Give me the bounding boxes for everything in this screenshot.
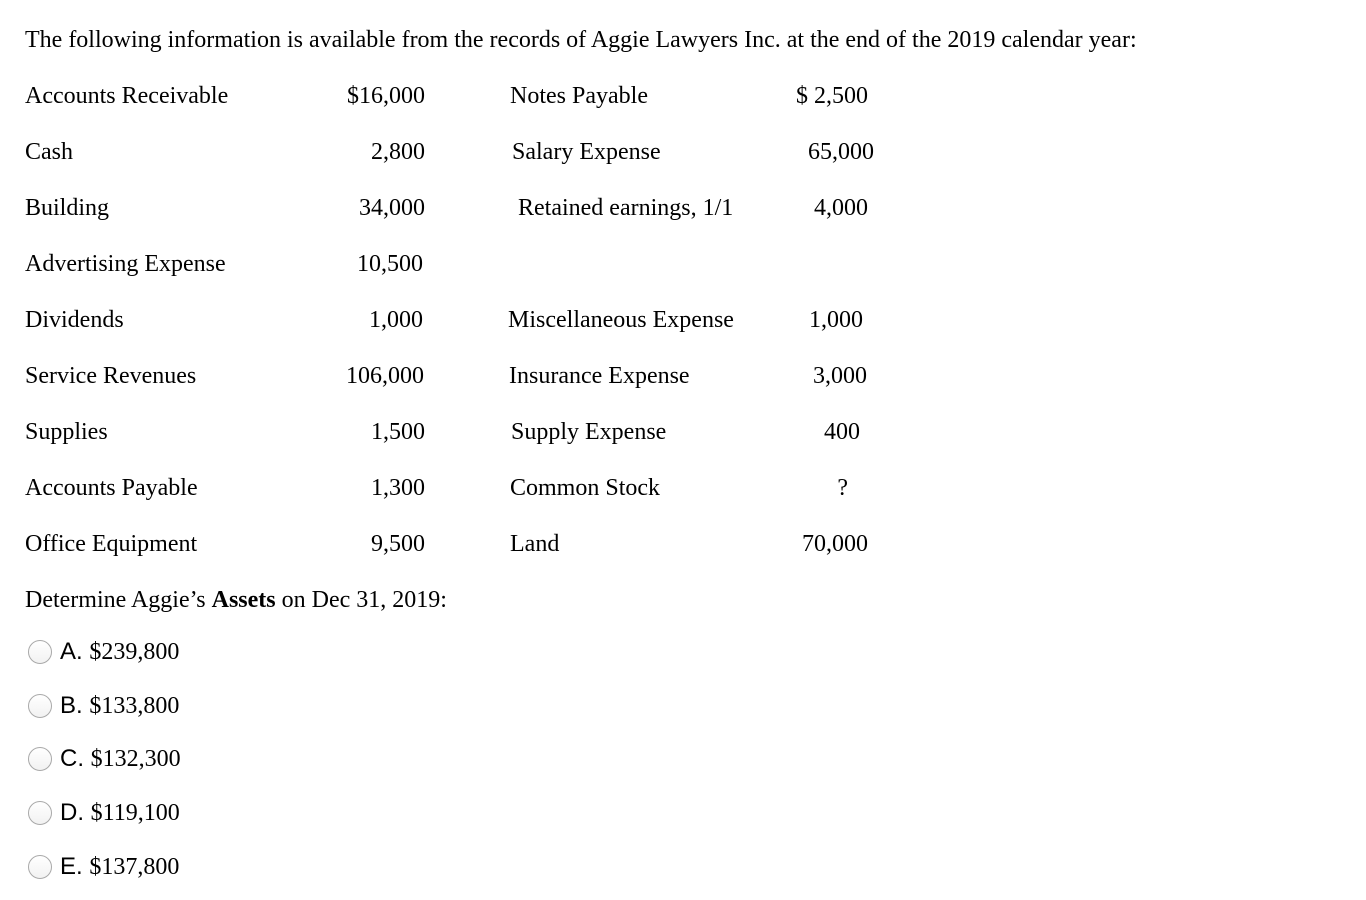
account-amount: 4,000 xyxy=(814,195,868,221)
account-name: Service Revenues xyxy=(25,363,197,389)
choice-amount: $239,800 xyxy=(89,639,180,665)
account-amount: 2,800 xyxy=(371,139,425,165)
problem-intro: The following information is available from the records of Aggie Lawyers Inc. at the end of the 2019 calendar year: xyxy=(25,27,1137,53)
account-amount: 9,500 xyxy=(371,531,425,557)
question-text xyxy=(25,584,447,616)
account-amount: 3,000 xyxy=(813,363,867,389)
account-amount: 106,000 xyxy=(346,363,424,389)
radio-button[interactable] xyxy=(28,855,52,879)
account-amount: 1,000 xyxy=(809,307,863,333)
radio-button[interactable] xyxy=(28,694,52,718)
radio-button[interactable] xyxy=(28,640,52,664)
answer-choice-e[interactable] xyxy=(28,851,179,883)
choice-amount: $119,100 xyxy=(90,800,180,826)
choice-letter: A. xyxy=(60,638,90,665)
account-row xyxy=(0,360,1366,392)
account-amount: 400 xyxy=(824,419,860,445)
account-name: Land xyxy=(510,531,560,557)
account-name: Dividends xyxy=(25,307,124,333)
account-amount: 10,500 xyxy=(357,251,423,277)
choice-amount: $132,300 xyxy=(90,746,181,772)
account-row xyxy=(0,136,1366,168)
question-suffix: on Dec 31, 2019: xyxy=(275,587,447,613)
radio-button[interactable] xyxy=(28,747,52,771)
account-name: Retained earnings, 1/1 xyxy=(518,195,734,221)
choice-amount: $137,800 xyxy=(89,854,180,880)
choice-amount: $133,800 xyxy=(89,693,180,719)
question-prefix: Determine Aggie’s xyxy=(25,587,212,613)
question-emphasis: Assets xyxy=(211,587,276,613)
account-row xyxy=(0,528,1366,560)
account-name: Cash xyxy=(25,139,73,165)
account-name: Accounts Receivable xyxy=(25,83,229,109)
account-name: Supply Expense xyxy=(511,419,667,445)
account-amount: 1,500 xyxy=(371,419,425,445)
answer-choice-d[interactable] xyxy=(28,797,180,829)
account-row xyxy=(0,304,1366,336)
account-row xyxy=(0,248,1366,280)
choice-letter: B. xyxy=(60,692,90,719)
account-name: Salary Expense xyxy=(512,139,661,165)
account-amount: $ 2,500 xyxy=(796,83,868,109)
radio-button[interactable] xyxy=(28,801,52,825)
account-amount: 1,000 xyxy=(369,307,423,333)
account-amount: 70,000 xyxy=(802,531,868,557)
account-amount: 1,300 xyxy=(371,475,425,501)
answer-choice-c[interactable] xyxy=(28,743,181,775)
account-row xyxy=(0,192,1366,224)
choice-letter: E. xyxy=(60,853,90,880)
account-name: Accounts Payable xyxy=(25,475,198,501)
account-name: Miscellaneous Expense xyxy=(508,307,734,333)
account-name: Building xyxy=(25,195,110,221)
answer-choice-b[interactable] xyxy=(28,690,179,722)
account-row xyxy=(0,472,1366,504)
account-name: Notes Payable xyxy=(510,83,648,109)
account-name: Office Equipment xyxy=(25,531,198,557)
account-name: Common Stock xyxy=(510,475,661,501)
account-row xyxy=(0,80,1366,112)
account-name: Insurance Expense xyxy=(509,363,690,389)
answer-choice-a[interactable] xyxy=(28,636,179,668)
account-name: Advertising Expense xyxy=(25,251,226,277)
account-amount: 34,000 xyxy=(359,195,425,221)
account-amount: ? xyxy=(837,475,848,501)
choice-letter: D. xyxy=(60,799,91,826)
account-row xyxy=(0,416,1366,448)
account-amount: 65,000 xyxy=(808,139,874,165)
choice-letter: C. xyxy=(60,745,91,772)
account-amount: $16,000 xyxy=(347,83,425,109)
account-name: Supplies xyxy=(25,419,108,445)
